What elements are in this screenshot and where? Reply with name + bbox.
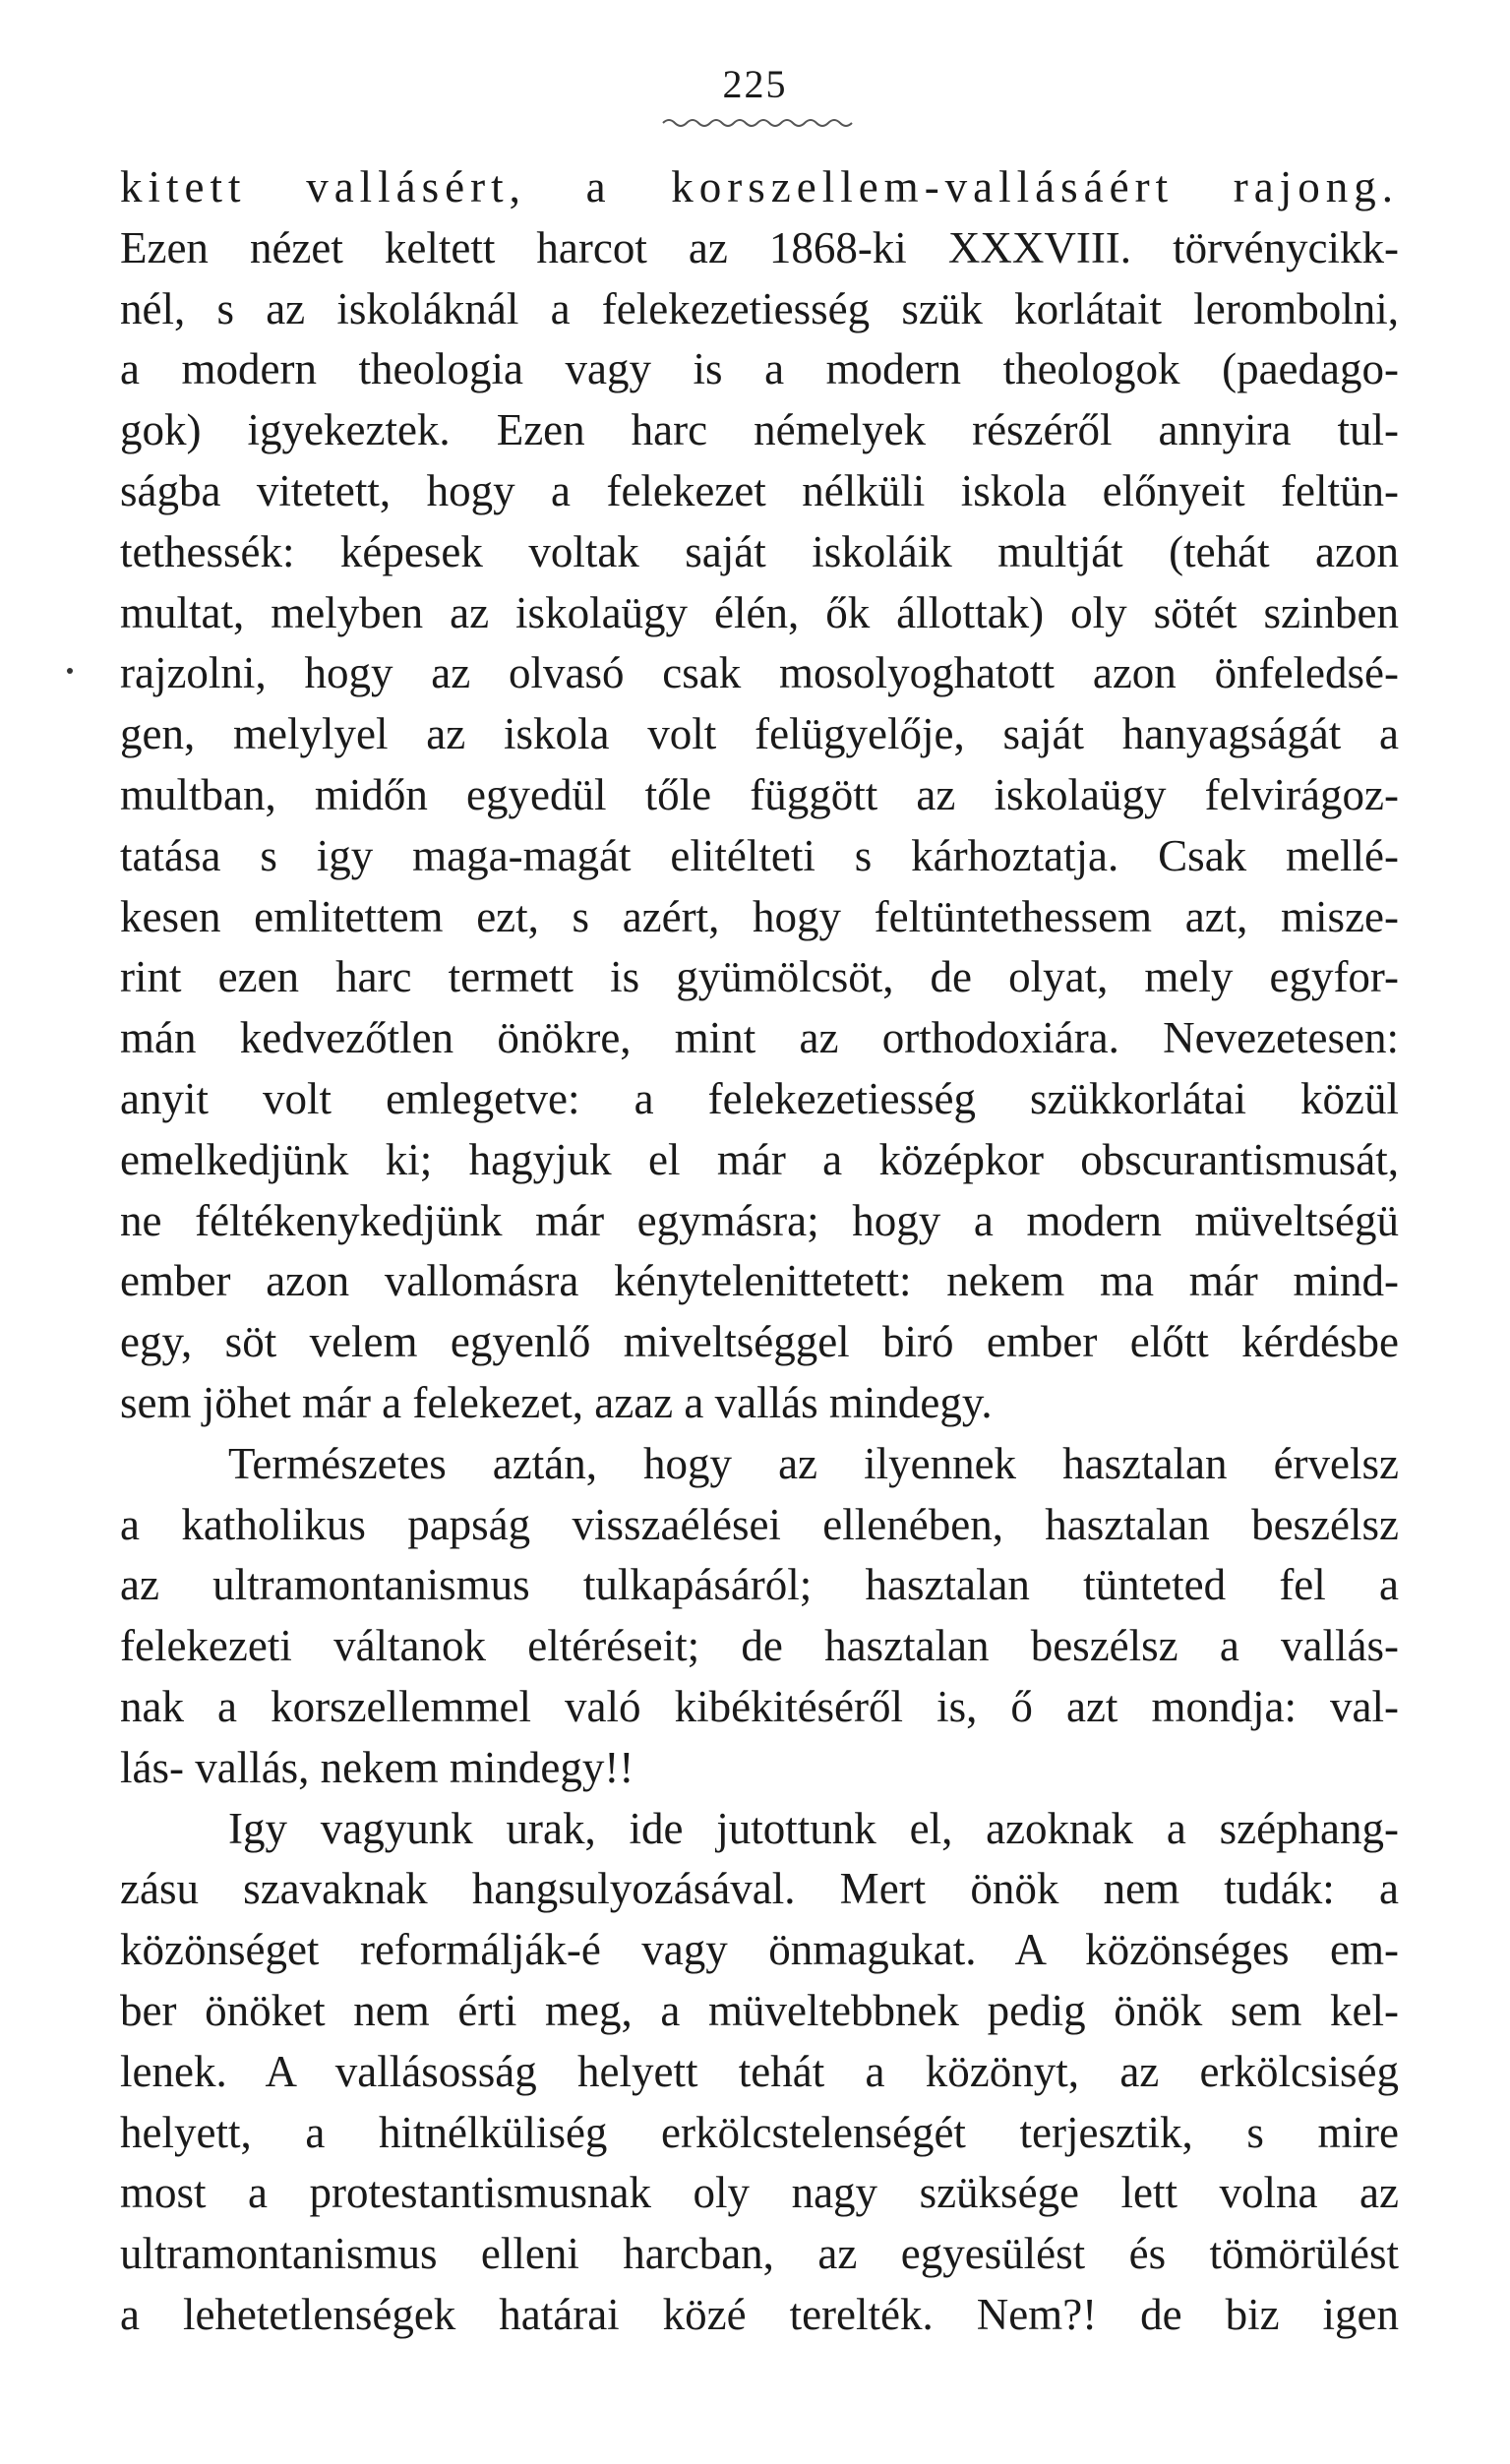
- text-line: egy, söt velem egyenlő miveltséggel biró ember előtt kérdésbe: [120, 1317, 1399, 1367]
- text-line: multban, midőn egyedül tőle függött az iskolaügy felvirágoz-: [120, 769, 1399, 819]
- text-line: gok) igyekeztek. Ezen harc némelyek részéről annyira tul-: [120, 405, 1399, 455]
- text-line: tethessék: képesek voltak saját iskoláik multját (tehát azon: [120, 526, 1399, 576]
- text-line: kitett vallásért, a korszellem-vallásáért rajong.: [120, 162, 1399, 211]
- text-line: anyit volt emlegetve: a felekezetiesség szükkorlátai közül: [120, 1073, 1399, 1123]
- text-line: mán kedvezőtlen önökre, mint az orthodoxiára. Nevezetesen:: [120, 1013, 1399, 1063]
- text-line: emelkedjünk ki; hagyjuk el már a középkor obscurantismusát,: [120, 1134, 1399, 1184]
- text-line: a katholikus papság visszaélései ellenében, hasztalan beszélsz: [120, 1499, 1399, 1549]
- text-line: rint ezen harc termett is gyümölcsöt, de olyat, mely egyfor-: [120, 952, 1399, 1002]
- text-line: helyett, a hitnélküliség erkölcstelenségét terjesztik, s mire: [120, 2107, 1399, 2157]
- text-line: lenek. A vallásosság helyett tehát a közönyt, az erkölcsiség: [120, 2046, 1399, 2096]
- text-line: rajzolni, hogy az olvasó csak mosolyoghatott azon önfeledsé-: [120, 648, 1399, 698]
- text-line: lás- vallás, nekem mindegy!!: [120, 1742, 634, 1792]
- text-line: most a protestantismusnak oly nagy szüksége lett volna az: [120, 2168, 1399, 2218]
- text-line: a lehetetlenségek határai közé terelték. Nem?! de biz igen: [120, 2289, 1399, 2339]
- margin-dot-icon: [65, 661, 75, 671]
- text-line: ember azon vallomásra kénytelenittetett: nekem ma már mind-: [120, 1256, 1399, 1306]
- text-line: multat, melyben az iskolaügy élén, ők állottak) oly sötét szinben: [120, 587, 1399, 637]
- text-line: az ultramontanismus tulkapásáról; hasztalan tünteted fel a: [120, 1560, 1399, 1610]
- decorative-rule-icon: [661, 116, 858, 130]
- text-line: ne féltékenykedjünk már egymásra; hogy a modern müveltségü: [120, 1195, 1399, 1245]
- text-line: a modern theologia vagy is a modern theologok (paedago-: [120, 344, 1399, 394]
- text-line: közönséget reformálják-é vagy önmagukat. A közönséges em-: [120, 1925, 1399, 1975]
- text-line: nél, s az iskoláknál a felekezetiesség szük korlátait lerombolni,: [120, 283, 1399, 333]
- body-text: [120, 157, 1399, 2346]
- text-line: Természetes aztán, hogy az ilyennek hasztalan érvelsz: [228, 1438, 1399, 1488]
- text-line: gen, melylyel az iskola volt felügyelője, saját hanyagságát a: [120, 709, 1399, 759]
- text-line: nak a korszellemmel való kibékitéséről is, ő azt mondja: val-: [120, 1681, 1399, 1731]
- text-line: sem jöhet már a felekezet, azaz a vallás mindegy.: [120, 1377, 993, 1427]
- text-line: ságba vitetett, hogy a felekezet nélküli iskola előnyeit feltün-: [120, 465, 1399, 515]
- text-line: felekezeti váltanok eltéréseit; de hasztalan beszélsz a vallás-: [120, 1621, 1399, 1671]
- text-line: Ezen nézet keltett harcot az 1868-ki XXXVIII. törvénycikk-: [120, 222, 1399, 272]
- text-line: kesen emlitettem ezt, s azért, hogy feltüntethessem azt, misze-: [120, 891, 1399, 941]
- text-line: ber önöket nem érti meg, a müveltebbnek pedig önök sem kel-: [120, 1985, 1399, 2035]
- text-line: Igy vagyunk urak, ide jutottunk el, azoknak a széphang-: [228, 1803, 1399, 1853]
- text-line: tatása s igy maga-magát elitélteti s kárhoztatja. Csak mellé-: [120, 830, 1399, 880]
- page-number: 225: [722, 62, 788, 106]
- text-line: zásu szavaknak hangsulyozásával. Mert önök nem tudák: a: [120, 1864, 1399, 1914]
- text-line: ultramontanismus elleni harcban, az egyesülést és tömörülést: [120, 2229, 1399, 2279]
